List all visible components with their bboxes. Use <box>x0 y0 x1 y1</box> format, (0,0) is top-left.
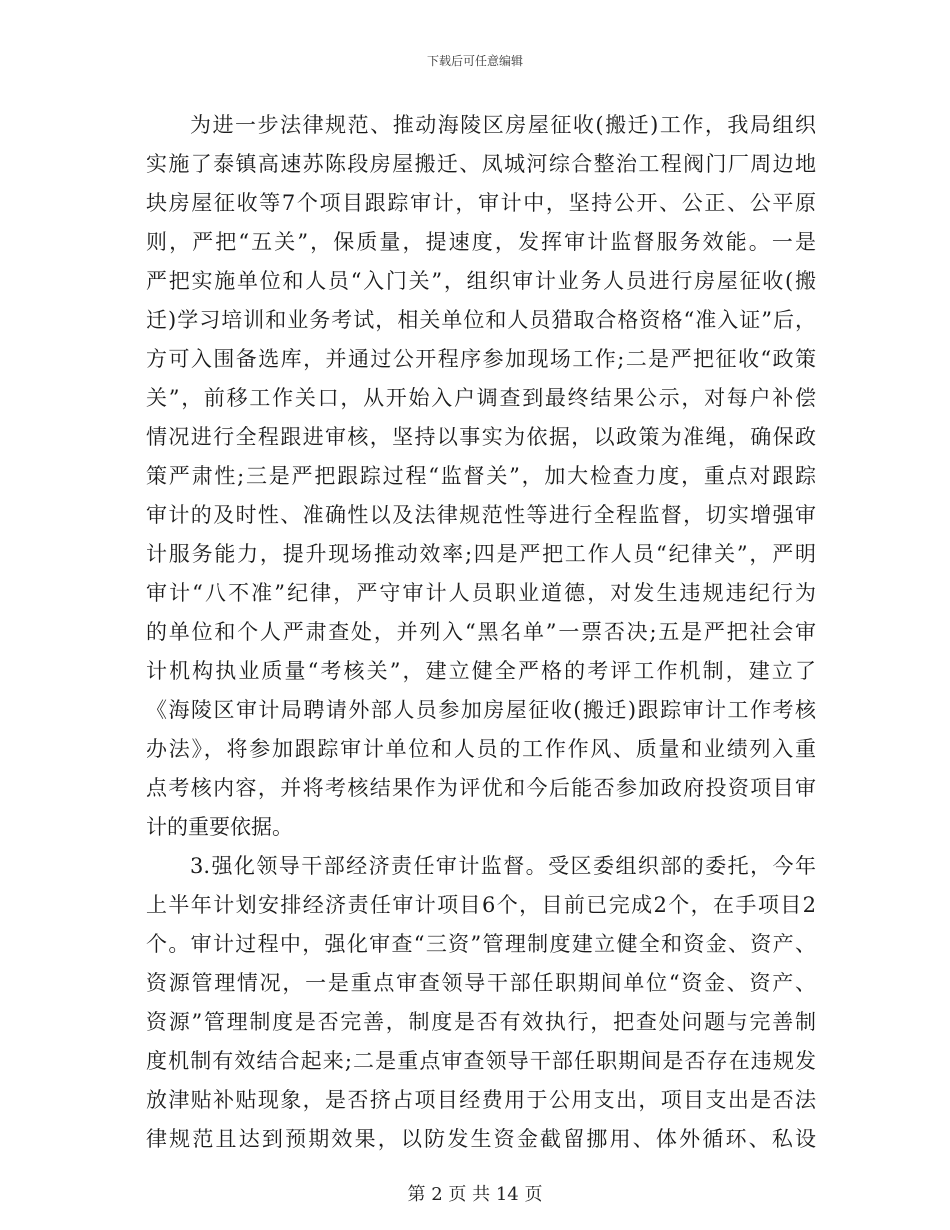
text-line: 计的重要依据。 <box>146 815 293 839</box>
text-line: 计机构执业质量“考核关”，建立健全严格的考评工作机制，建立了 <box>146 659 816 683</box>
text-line: 块房屋征收等7个项目跟踪审计，审计中，坚持公开、公正、公平原 <box>146 191 816 215</box>
text-line: 迁)学习培训和业务考试，相关单位和人员猎取合格资格“准入证”后， <box>146 308 816 332</box>
text-line: 关”，前移工作关口，从开始入户调查到最终结果公示，对每户补偿 <box>146 386 816 410</box>
text-line: 为进一步法律规范、推动海陵区房屋征收(搬迁)工作，我局组织 <box>190 113 816 137</box>
text-line: 3.强化领导干部经济责任审计监督。受区委组织部的委托，今年 <box>190 854 816 878</box>
document-body <box>146 106 816 1159</box>
paragraph-audit-tracking <box>146 106 816 847</box>
text-line: 点考核内容，并将考核结果作为评优和今后能否参加政府投资项目审 <box>146 776 816 800</box>
text-line: 律规范且达到预期效果，以防发生资金截留挪用、体外循环、私设 <box>146 1127 816 1151</box>
text-line: 度机制有效结合起来;二是重点审查领导干部任职期间是否存在违规发 <box>146 1049 816 1073</box>
text-line: 审计的及时性、准确性以及法律规范性等进行全程监督，切实增强审 <box>146 503 816 527</box>
text-line: 实施了泰镇高速苏陈段房屋搬迁、凤城河综合整治工程阀门厂周边地 <box>146 152 816 176</box>
text-line: 资源管理情况，一是重点审查领导干部任职期间单位“资金、资产、 <box>146 971 816 995</box>
text-line: 放津贴补贴现象，是否挤占项目经费用于公用支出，项目支出是否法 <box>146 1088 816 1112</box>
text-line: 方可入围备选库，并通过公开程序参加现场工作;二是严把征收“政策 <box>146 347 816 371</box>
text-line: 严把实施单位和人员“入门关”，组织审计业务人员进行房屋征收(搬 <box>146 269 816 293</box>
text-line: 资源”管理制度是否完善，制度是否有效执行，把查处问题与完善制 <box>146 1010 816 1034</box>
text-line: 上半年计划安排经济责任审计项目6个，目前已完成2个，在手项目2 <box>146 893 816 917</box>
text-line: 则，严把“五关”，保质量，提速度，发挥审计监督服务效能。一是 <box>146 230 816 254</box>
text-line: 《海陵区审计局聘请外部人员参加房屋征收(搬迁)跟踪审计工作考核 <box>146 698 816 722</box>
paragraph-economic-responsibility <box>146 847 816 1159</box>
page-number: 第 2 页 共 14 页 <box>407 1184 543 1205</box>
text-line: 审计“八不准”纪律，严守审计人员职业道德，对发生违规违纪行为 <box>146 581 816 605</box>
text-line: 情况进行全程跟进审核，坚持以事实为依据，以政策为准绳，确保政 <box>146 425 816 449</box>
text-line: 个。审计过程中，强化审查“三资”管理制度建立健全和资金、资产、 <box>146 932 816 956</box>
text-line: 的单位和个人严肃查处，并列入“黑名单”一票否决;五是严把社会审 <box>146 620 816 644</box>
page-header: 下载后可任意编辑 <box>426 54 523 68</box>
text-line: 策严肃性;三是严把跟踪过程“监督关”，加大检查力度，重点对跟踪 <box>146 464 816 488</box>
text-line: 办法》，将参加跟踪审计单位和人员的工作作风、质量和业绩列入重 <box>146 737 816 761</box>
text-line: 计服务能力，提升现场推动效率;四是严把工作人员“纪律关”，严明 <box>146 542 816 566</box>
